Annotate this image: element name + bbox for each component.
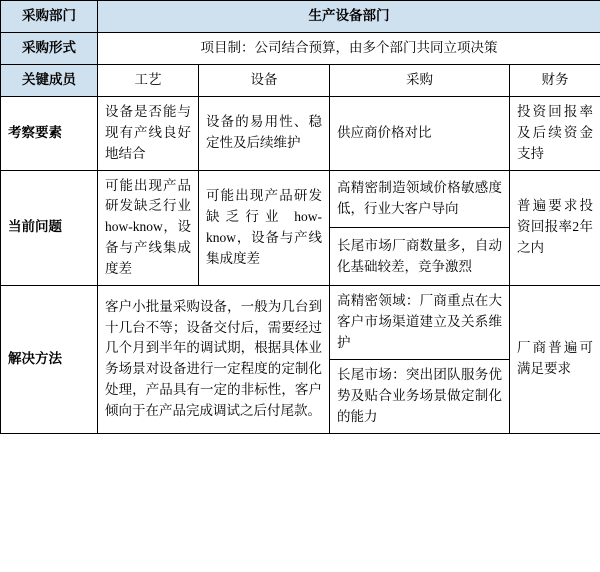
table-row-current-issues — [1, 170, 600, 228]
column-header-equipment: 设备 — [199, 64, 330, 96]
current-issue-procurement-high-precision: 高精密制造领域价格敏感度低，行业大客户导向 — [330, 170, 510, 228]
table-row-purchase-form — [1, 32, 600, 64]
current-issue-process: 可能出现产品研发缺乏行业 how-know，设备与产线集成度差 — [98, 170, 199, 286]
column-header-procurement: 采购 — [330, 64, 510, 96]
row-label-solutions: 解决方法 — [1, 286, 98, 434]
column-header-process: 工艺 — [98, 64, 199, 96]
current-issue-equipment: 可能出现产品研发缺乏行业 how-know，设备与产线集成度差 — [199, 170, 330, 286]
table-row-solutions — [1, 286, 600, 360]
table-row-evaluation-factors — [1, 96, 600, 170]
current-issue-finance: 普遍要求投资回报率2年之内 — [510, 170, 600, 286]
row-label-current-issues: 当前问题 — [1, 170, 98, 286]
row-label-key-members: 关键成员 — [1, 64, 98, 96]
current-issue-procurement-long-tail: 长尾市场厂商数量多，自动化基础较差，竞争激烈 — [330, 228, 510, 286]
header-left-label: 采购部门 — [1, 1, 98, 33]
row-label-evaluation-factors: 考察要素 — [1, 96, 98, 170]
solution-process-equipment: 客户小批量采购设备，一般为几台到十几台不等；设备交付后，需要经过几个月到半年的调试期，根据具体业务场景对设备进行一定程度的定制化处理，产品具有一定的非标性，客户倾向于在产品完成调试之后付尾款。 — [98, 286, 330, 434]
solution-finance: 厂商普遍可满足要求 — [510, 286, 600, 434]
table-row-key-members — [1, 64, 600, 96]
evaluation-factor-procurement: 供应商价格对比 — [330, 96, 510, 170]
evaluation-factor-equipment: 设备的易用性、稳定性及后续维护 — [199, 96, 330, 170]
column-header-finance: 财务 — [510, 64, 600, 96]
header-right-label: 生产设备部门 — [98, 1, 600, 33]
solution-procurement-high-precision: 高精密领域：厂商重点在大客户市场渠道建立及关系维护 — [330, 286, 510, 360]
evaluation-factor-finance: 投资回报率及后续资金支持 — [510, 96, 600, 170]
evaluation-factor-process: 设备是否能与现有产线良好地结合 — [98, 96, 199, 170]
row-label-purchase-form: 采购形式 — [1, 32, 98, 64]
solution-procurement-long-tail: 长尾市场：突出团队服务优势及贴合业务场景做定制化的能力 — [330, 359, 510, 433]
table-row-header — [1, 1, 600, 33]
purchase-form-value: 项目制：公司结合预算，由多个部门共同立项决策 — [98, 32, 600, 64]
